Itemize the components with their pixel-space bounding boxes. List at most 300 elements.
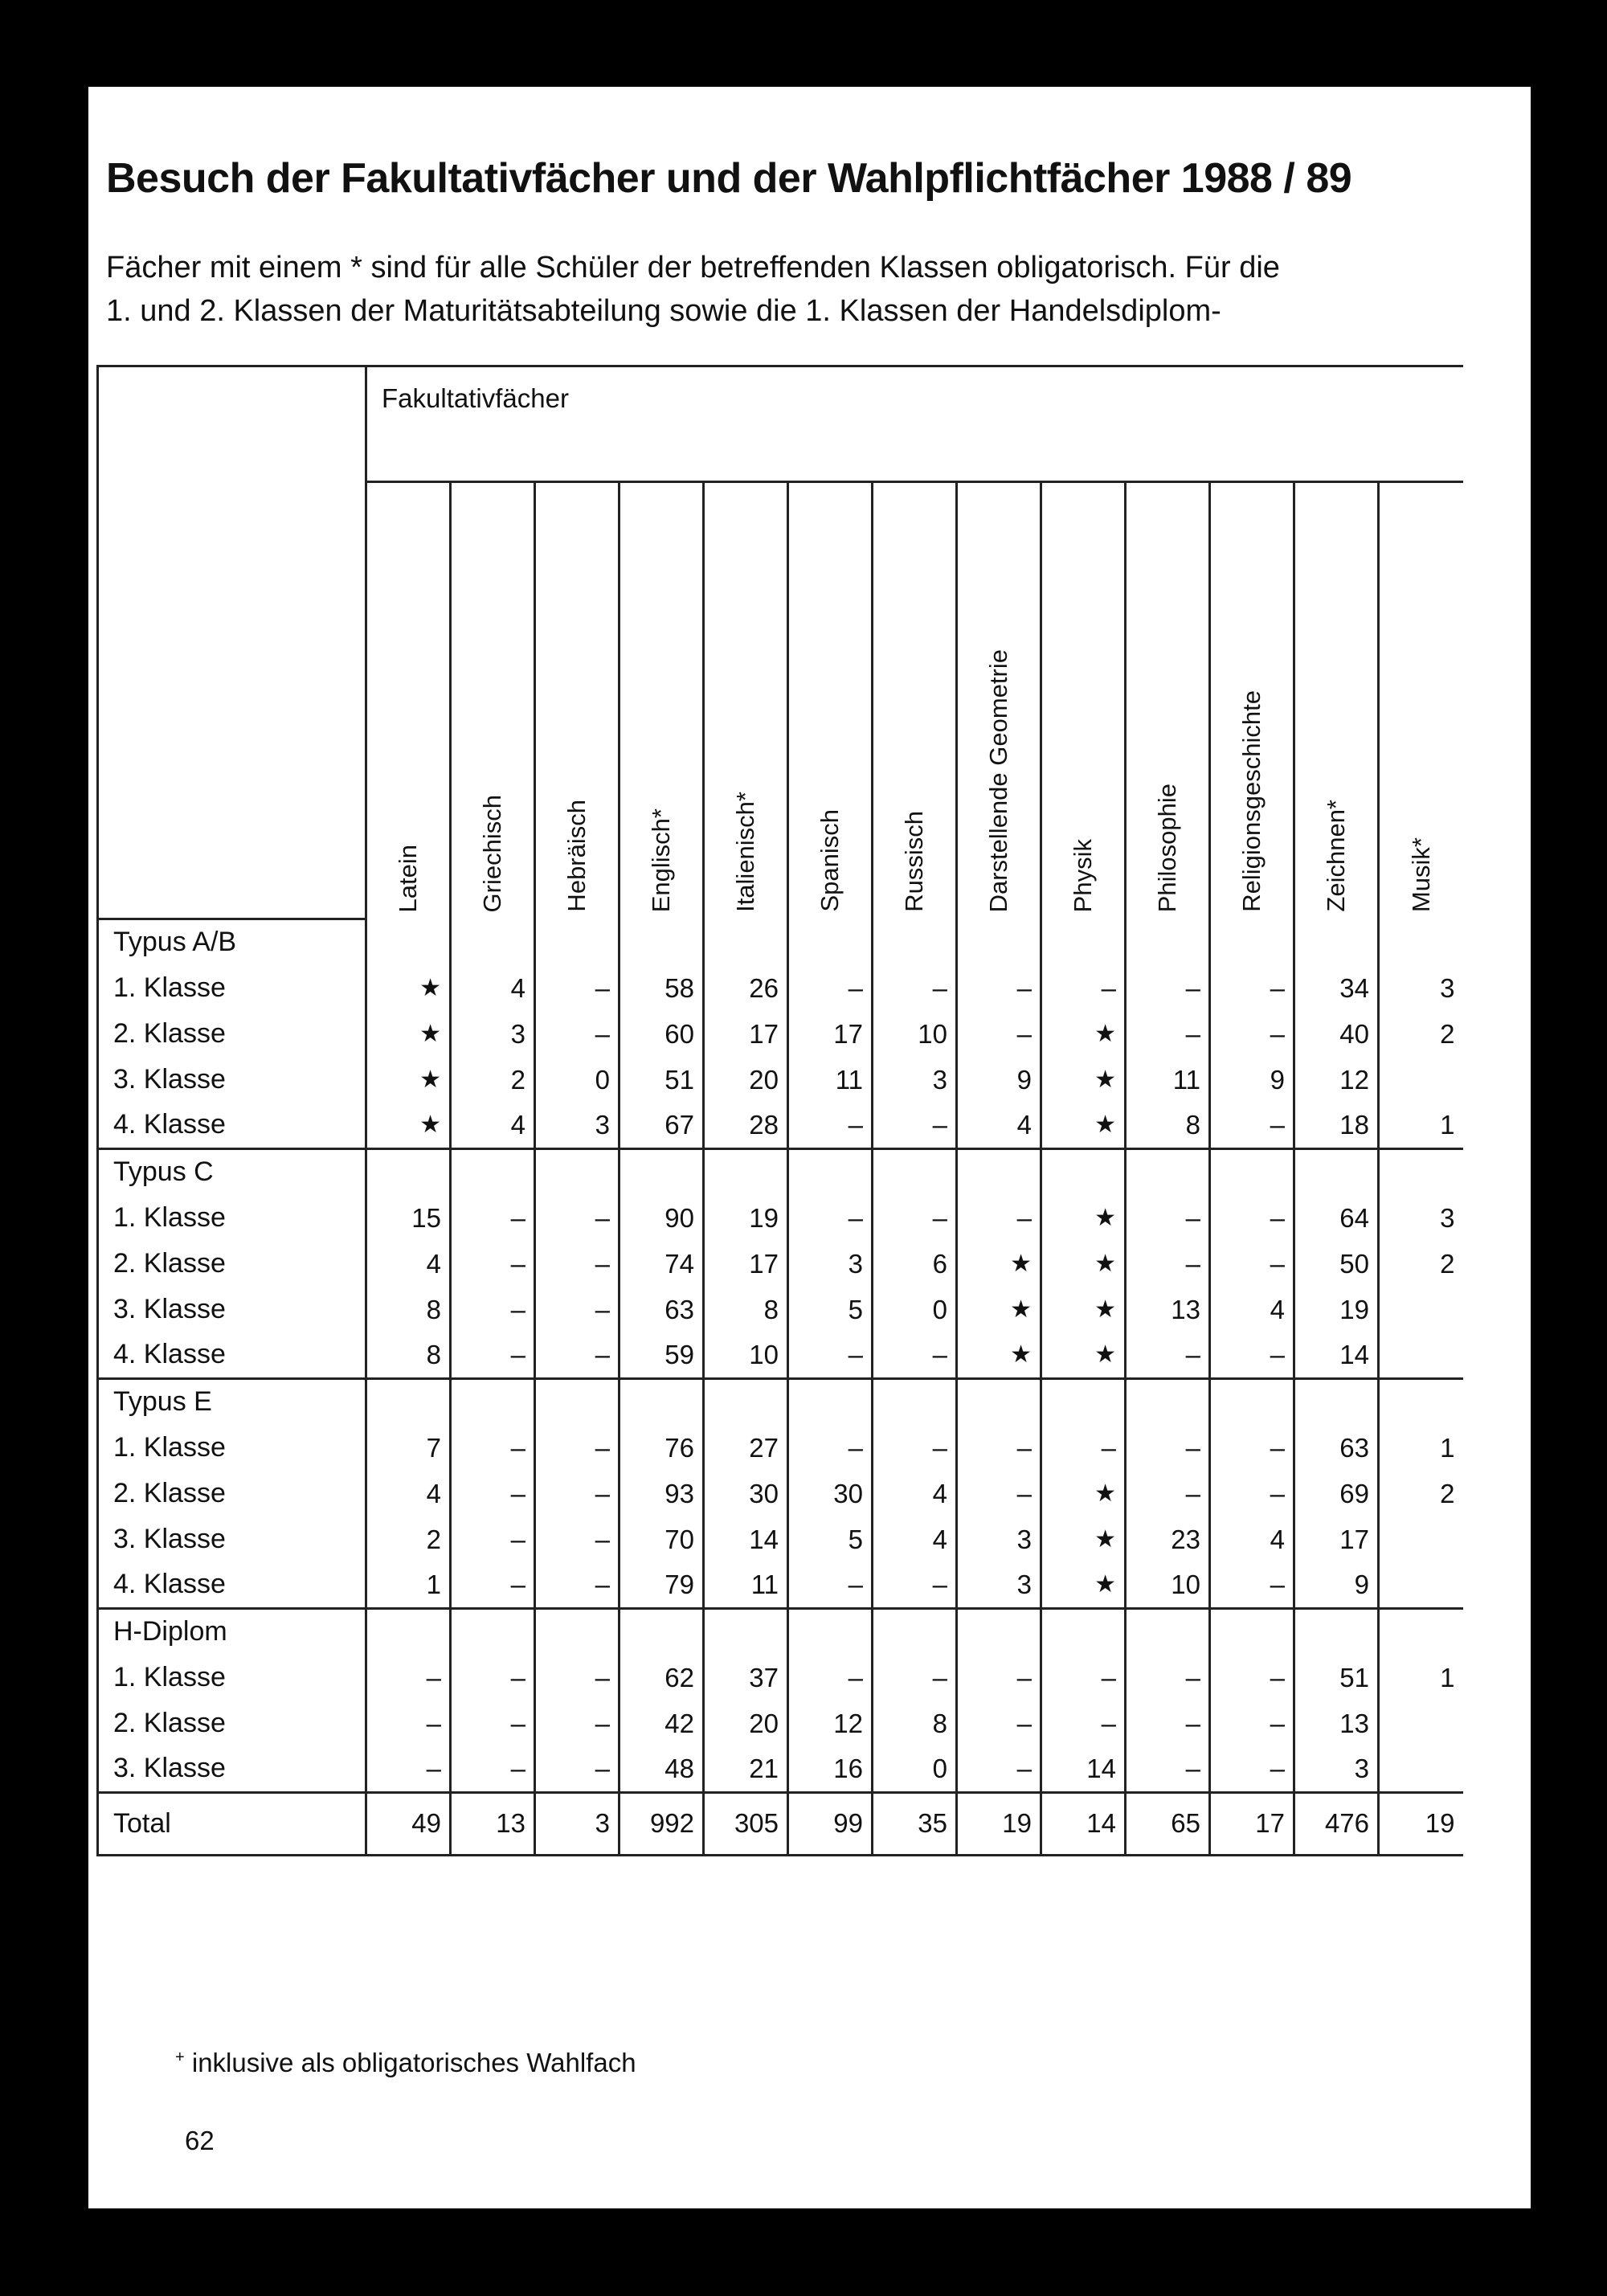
table-cell: 63 <box>1294 1425 1379 1471</box>
table-cell <box>873 1378 957 1425</box>
table-cell: 30 <box>704 1471 788 1516</box>
row-label: 4. Klasse <box>98 1332 366 1378</box>
table-cell <box>535 1148 619 1195</box>
table-cell: 3 <box>957 1562 1041 1608</box>
table-cell: – <box>873 1332 957 1378</box>
table-cell: ★ <box>1041 1241 1126 1287</box>
table-cell <box>535 1608 619 1655</box>
column-header <box>366 482 451 919</box>
row-label: 2. Klasse <box>98 1011 366 1057</box>
total-cell: 49 <box>366 1792 451 1855</box>
table-cell: – <box>788 1195 873 1241</box>
table-cell: – <box>873 965 957 1011</box>
table-row <box>98 965 1463 1011</box>
column-header <box>1379 482 1463 919</box>
table-cell: 4 <box>873 1516 957 1562</box>
table-cell <box>1041 1608 1126 1655</box>
table-cell <box>619 1378 704 1425</box>
row-label: 2. Klasse <box>98 1241 366 1287</box>
table-cell: 8 <box>366 1332 451 1378</box>
table-cell: 37 <box>704 1655 788 1701</box>
table-cell <box>1379 1287 1463 1332</box>
table-cell: 8 <box>366 1287 451 1332</box>
table-cell: 4 <box>873 1471 957 1516</box>
table-cell <box>1210 1148 1294 1195</box>
table-cell: 26 <box>704 965 788 1011</box>
table-cell: – <box>535 1516 619 1562</box>
table-row <box>98 1562 1463 1608</box>
table-cell <box>366 1378 451 1425</box>
table-cell: – <box>957 1655 1041 1701</box>
table-cell: 2 <box>1379 1241 1463 1287</box>
table-cell: 4 <box>1210 1516 1294 1562</box>
table-cell: – <box>1126 1332 1210 1378</box>
table-cell: ★ <box>957 1287 1041 1332</box>
table-cell <box>873 1148 957 1195</box>
table-cell: – <box>451 1425 535 1471</box>
total-cell: 3 <box>535 1792 619 1855</box>
table-cell: 20 <box>704 1701 788 1746</box>
table-cell: – <box>1210 1011 1294 1057</box>
table-cell: 1 <box>1379 1425 1463 1471</box>
section-label: Typus C <box>98 1148 366 1195</box>
table-cell: 5 <box>788 1287 873 1332</box>
table-cell: 1 <box>366 1562 451 1608</box>
total-cell: 13 <box>451 1792 535 1855</box>
row-label: 2. Klasse <box>98 1471 366 1516</box>
table-cell: 40 <box>1294 1011 1379 1057</box>
column-header <box>1294 482 1379 919</box>
row-label: 2. Klasse <box>98 1701 366 1746</box>
column-header-label: Englisch* <box>647 808 675 912</box>
table-cell: – <box>451 1332 535 1378</box>
table-cell: – <box>451 1562 535 1608</box>
table-cell: 3 <box>873 1057 957 1103</box>
table-row <box>98 1516 1463 1562</box>
table-cell: 67 <box>619 1103 704 1148</box>
total-label: Total <box>98 1792 366 1855</box>
table-cell: 63 <box>619 1287 704 1332</box>
table-cell: 3 <box>1379 965 1463 1011</box>
table-cell <box>1379 1701 1463 1746</box>
table-cell <box>788 1608 873 1655</box>
table-cell: – <box>1126 1701 1210 1746</box>
table-cell <box>704 1148 788 1195</box>
table-cell: – <box>451 1471 535 1516</box>
row-label: 3. Klasse <box>98 1516 366 1562</box>
table-row <box>98 1332 1463 1378</box>
table-row <box>98 1103 1463 1148</box>
column-header-label: Spanisch <box>816 809 844 912</box>
table-cell <box>1126 1148 1210 1195</box>
table-cell: 60 <box>619 1011 704 1057</box>
total-cell: 305 <box>704 1792 788 1855</box>
table-cell: 3 <box>1379 1195 1463 1241</box>
table-cell: 2 <box>366 1516 451 1562</box>
table-cell: 69 <box>1294 1471 1379 1516</box>
table-cell: 3 <box>535 1103 619 1148</box>
total-cell: 476 <box>1294 1792 1379 1855</box>
table-cell: – <box>873 1425 957 1471</box>
total-cell: 35 <box>873 1792 957 1855</box>
table-cell: ★ <box>957 1241 1041 1287</box>
table-cell: – <box>873 1103 957 1148</box>
table-cell <box>1126 1378 1210 1425</box>
table-cell: – <box>535 1425 619 1471</box>
column-header-label: Philosophie <box>1153 783 1181 912</box>
table-cell: ★ <box>1041 1471 1126 1516</box>
table-cell: – <box>366 1655 451 1701</box>
intro-line-1: Fächer mit einem * sind für alle Schüler der betreffenden Klassen obligatorisch. Für die <box>106 251 1280 284</box>
table-cell: – <box>451 1516 535 1562</box>
table-cell <box>366 1148 451 1195</box>
section-header-row <box>98 1378 1463 1425</box>
table-cell: 17 <box>1294 1516 1379 1562</box>
table-cell <box>1210 919 1294 965</box>
table-cell: 8 <box>704 1287 788 1332</box>
row-label: 1. Klasse <box>98 1425 366 1471</box>
table-cell <box>451 1608 535 1655</box>
table-cell: 17 <box>788 1011 873 1057</box>
table-cell: 27 <box>704 1425 788 1471</box>
table-cell: – <box>873 1562 957 1608</box>
table-cell: 12 <box>1294 1057 1379 1103</box>
table-cell: – <box>1210 1655 1294 1701</box>
table-cell: 23 <box>1126 1516 1210 1562</box>
table-cell: 51 <box>1294 1655 1379 1701</box>
column-header-label: Darstellende Geometrie <box>984 649 1012 912</box>
table-cell <box>1379 1057 1463 1103</box>
table-cell: – <box>1210 1425 1294 1471</box>
row-label: 1. Klasse <box>98 1655 366 1701</box>
table-cell: – <box>957 1746 1041 1792</box>
table-row <box>98 1287 1463 1332</box>
table-cell: 11 <box>1126 1057 1210 1103</box>
table-cell <box>1294 919 1379 965</box>
table-cell: – <box>1126 1425 1210 1471</box>
table-cell: – <box>1041 1425 1126 1471</box>
table-cell <box>1041 1378 1126 1425</box>
section-label: Typus A/B <box>98 919 366 965</box>
table-cell: – <box>1210 1241 1294 1287</box>
table-cell: 15 <box>366 1195 451 1241</box>
table-cell: – <box>957 1011 1041 1057</box>
total-cell: 19 <box>957 1792 1041 1855</box>
page-title: Besuch der Fakultativfächer und der Wahlpflichtfächer 1988 / 89 <box>106 155 1352 202</box>
section-label: Typus E <box>98 1378 366 1425</box>
table-row <box>98 1425 1463 1471</box>
table-cell <box>1379 1378 1463 1425</box>
table-cell: 76 <box>619 1425 704 1471</box>
table-cell <box>873 919 957 965</box>
table-cell: – <box>788 1425 873 1471</box>
table-cell: 17 <box>704 1011 788 1057</box>
table-cell: – <box>788 1655 873 1701</box>
table-cell: 21 <box>704 1746 788 1792</box>
table-cell <box>451 1378 535 1425</box>
table-cell <box>535 1378 619 1425</box>
table-cell: ★ <box>366 1057 451 1103</box>
column-header-label: Hebräisch <box>562 800 591 912</box>
table-cell: 34 <box>1294 965 1379 1011</box>
table-cell: ★ <box>1041 1562 1126 1608</box>
table-cell <box>957 1148 1041 1195</box>
table-cell: 70 <box>619 1516 704 1562</box>
column-header-label: Russisch <box>900 811 928 912</box>
table-cell: 74 <box>619 1241 704 1287</box>
table-cell: ★ <box>1041 1011 1126 1057</box>
table-cell: – <box>1210 1701 1294 1746</box>
table-row <box>98 1195 1463 1241</box>
table-cell <box>704 919 788 965</box>
table-cell: 19 <box>1294 1287 1379 1332</box>
table-cell <box>1126 919 1210 965</box>
page-number: 62 <box>185 2126 215 2155</box>
section-header-row <box>98 919 1463 965</box>
column-header <box>788 482 873 919</box>
table-cell <box>1379 1562 1463 1608</box>
table-cell: 93 <box>619 1471 704 1516</box>
table-cell <box>1379 1332 1463 1378</box>
table-row <box>98 1471 1463 1516</box>
table-cell: 50 <box>1294 1241 1379 1287</box>
table-cell: 13 <box>1294 1701 1379 1746</box>
table-cell: – <box>451 1195 535 1241</box>
table-cell: – <box>451 1655 535 1701</box>
table-cell <box>704 1608 788 1655</box>
group-header-row <box>98 366 1463 482</box>
table-cell: 18 <box>1294 1103 1379 1148</box>
table-cell: – <box>1126 1195 1210 1241</box>
footnote <box>175 2048 636 2078</box>
table-cell: 10 <box>873 1011 957 1057</box>
table-cell: 19 <box>704 1195 788 1241</box>
table-cell: – <box>957 1425 1041 1471</box>
table-cell: – <box>1210 965 1294 1011</box>
table-cell: 3 <box>1294 1746 1379 1792</box>
table-cell: – <box>788 1103 873 1148</box>
table-cell <box>1294 1608 1379 1655</box>
table-cell: 13 <box>1126 1287 1210 1332</box>
table-cell: – <box>451 1746 535 1792</box>
table-cell <box>619 1608 704 1655</box>
table-cell: – <box>788 1332 873 1378</box>
table-cell <box>451 919 535 965</box>
table-cell <box>1379 1608 1463 1655</box>
column-header-label: Religionsgeschichte <box>1237 690 1266 912</box>
corner-cell <box>98 366 366 919</box>
table-cell: 4 <box>957 1103 1041 1148</box>
table-cell: – <box>535 1701 619 1746</box>
total-cell: 19 <box>1379 1792 1463 1855</box>
table-cell: 4 <box>366 1471 451 1516</box>
table-cell <box>788 1378 873 1425</box>
table-row <box>98 1701 1463 1746</box>
total-cell: 992 <box>619 1792 704 1855</box>
table-cell: 14 <box>1294 1332 1379 1378</box>
table-cell: – <box>1126 1241 1210 1287</box>
total-row <box>98 1792 1463 1855</box>
table-cell: – <box>535 1241 619 1287</box>
table-cell: 51 <box>619 1057 704 1103</box>
table-cell: 59 <box>619 1332 704 1378</box>
table-cell: – <box>873 1195 957 1241</box>
table-cell <box>1041 1148 1126 1195</box>
section-header-row <box>98 1148 1463 1195</box>
column-header-label: Physik <box>1069 838 1097 912</box>
table-cell <box>704 1378 788 1425</box>
table-cell: – <box>1041 1655 1126 1701</box>
table-cell <box>1379 1516 1463 1562</box>
table-cell: 4 <box>451 1103 535 1148</box>
column-header <box>704 482 788 919</box>
table-cell: 2 <box>1379 1471 1463 1516</box>
table-cell: ★ <box>1041 1332 1126 1378</box>
table-cell: 48 <box>619 1746 704 1792</box>
table-cell: – <box>1041 1701 1126 1746</box>
table-cell: – <box>1210 1746 1294 1792</box>
table-cell: – <box>366 1746 451 1792</box>
table-row <box>98 1057 1463 1103</box>
table-cell: – <box>1210 1103 1294 1148</box>
table-cell: 8 <box>873 1701 957 1746</box>
table-cell: ★ <box>1041 1057 1126 1103</box>
row-label: 4. Klasse <box>98 1562 366 1608</box>
table-cell: – <box>535 1332 619 1378</box>
table-cell: – <box>535 1746 619 1792</box>
table-cell: 9 <box>1294 1562 1379 1608</box>
column-header <box>1041 482 1126 919</box>
table-cell: 17 <box>704 1241 788 1287</box>
table-cell: – <box>1210 1471 1294 1516</box>
table-cell <box>1379 1148 1463 1195</box>
column-header <box>873 482 957 919</box>
table-cell <box>957 919 1041 965</box>
table-cell: ★ <box>1041 1103 1126 1148</box>
table-cell <box>366 1608 451 1655</box>
table-cell: – <box>788 1562 873 1608</box>
column-header-label: Griechisch <box>478 794 506 912</box>
table-cell: 30 <box>788 1471 873 1516</box>
table-cell <box>957 1378 1041 1425</box>
table-cell: 4 <box>1210 1287 1294 1332</box>
intro-line-2: 1. und 2. Klassen der Maturitätsabteilung sowie die 1. Klassen der Handelsdiplom- <box>106 294 1221 328</box>
column-header-label: Italienisch* <box>731 792 759 912</box>
table-cell <box>1294 1378 1379 1425</box>
table-cell <box>1379 1746 1463 1792</box>
table-cell: – <box>1126 1471 1210 1516</box>
table-cell <box>1294 1148 1379 1195</box>
row-label: 3. Klasse <box>98 1057 366 1103</box>
table-cell <box>619 919 704 965</box>
table-cell: 20 <box>704 1057 788 1103</box>
column-header <box>451 482 535 919</box>
table-cell: – <box>1041 965 1126 1011</box>
column-header <box>619 482 704 919</box>
table-cell: ★ <box>1041 1287 1126 1332</box>
table-cell: – <box>535 1195 619 1241</box>
table-cell: 58 <box>619 965 704 1011</box>
table-cell: – <box>873 1655 957 1701</box>
row-label: 4. Klasse <box>98 1103 366 1148</box>
column-header <box>1210 482 1294 919</box>
table-cell <box>366 919 451 965</box>
table-cell: 2 <box>1379 1011 1463 1057</box>
table-cell: 4 <box>451 965 535 1011</box>
table-cell <box>1041 919 1126 965</box>
column-header <box>957 482 1041 919</box>
column-header-label: Zeichnen* <box>1322 800 1350 912</box>
table-cell: 10 <box>1126 1562 1210 1608</box>
table-cell: – <box>451 1701 535 1746</box>
table-row <box>98 1241 1463 1287</box>
column-header <box>535 482 619 919</box>
table-cell: 6 <box>873 1241 957 1287</box>
table-cell: 28 <box>704 1103 788 1148</box>
table-cell: 9 <box>1210 1057 1294 1103</box>
table-cell <box>788 919 873 965</box>
table-cell: 2 <box>451 1057 535 1103</box>
table-cell: – <box>535 1562 619 1608</box>
total-cell: 99 <box>788 1792 873 1855</box>
table-cell: 0 <box>535 1057 619 1103</box>
table-cell: – <box>788 965 873 1011</box>
table-cell: ★ <box>1041 1195 1126 1241</box>
total-cell: 17 <box>1210 1792 1294 1855</box>
table-cell: 3 <box>451 1011 535 1057</box>
row-label: 1. Klasse <box>98 965 366 1011</box>
table-cell: 11 <box>788 1057 873 1103</box>
table-cell: 10 <box>704 1332 788 1378</box>
table-cell: – <box>535 1655 619 1701</box>
row-label: 3. Klasse <box>98 1746 366 1792</box>
table-cell: 14 <box>1041 1746 1126 1792</box>
table-cell: 3 <box>788 1241 873 1287</box>
table-cell: ★ <box>957 1332 1041 1378</box>
footnote-text: inklusive als obligatorisches Wahlfach <box>191 2048 636 2077</box>
row-label: 1. Klasse <box>98 1195 366 1241</box>
table-cell: 0 <box>873 1287 957 1332</box>
table-cell: 64 <box>1294 1195 1379 1241</box>
table-cell: – <box>957 965 1041 1011</box>
table-cell: – <box>957 1471 1041 1516</box>
table-row <box>98 1655 1463 1701</box>
table-cell: 11 <box>704 1562 788 1608</box>
table-cell: ★ <box>366 1103 451 1148</box>
table-cell: – <box>535 1011 619 1057</box>
table-cell: 62 <box>619 1655 704 1701</box>
subject-table <box>96 365 1463 1856</box>
table-row <box>98 1746 1463 1792</box>
table-cell: – <box>1210 1332 1294 1378</box>
table-cell: 7 <box>366 1425 451 1471</box>
table-cell <box>1379 919 1463 965</box>
table-cell: 5 <box>788 1516 873 1562</box>
group-header: Fakultativfächer <box>366 366 1463 482</box>
column-header <box>1126 482 1210 919</box>
table-cell: – <box>451 1241 535 1287</box>
table-cell: ★ <box>366 1011 451 1057</box>
table-cell <box>451 1148 535 1195</box>
table-cell: 1 <box>1379 1103 1463 1148</box>
table-cell: ★ <box>1041 1516 1126 1562</box>
section-label: H-Diplom <box>98 1608 366 1655</box>
table-cell: – <box>1210 1562 1294 1608</box>
table-cell: – <box>957 1701 1041 1746</box>
column-header-label: Latein <box>394 844 422 912</box>
table-cell: 8 <box>1126 1103 1210 1148</box>
table-cell: 12 <box>788 1701 873 1746</box>
